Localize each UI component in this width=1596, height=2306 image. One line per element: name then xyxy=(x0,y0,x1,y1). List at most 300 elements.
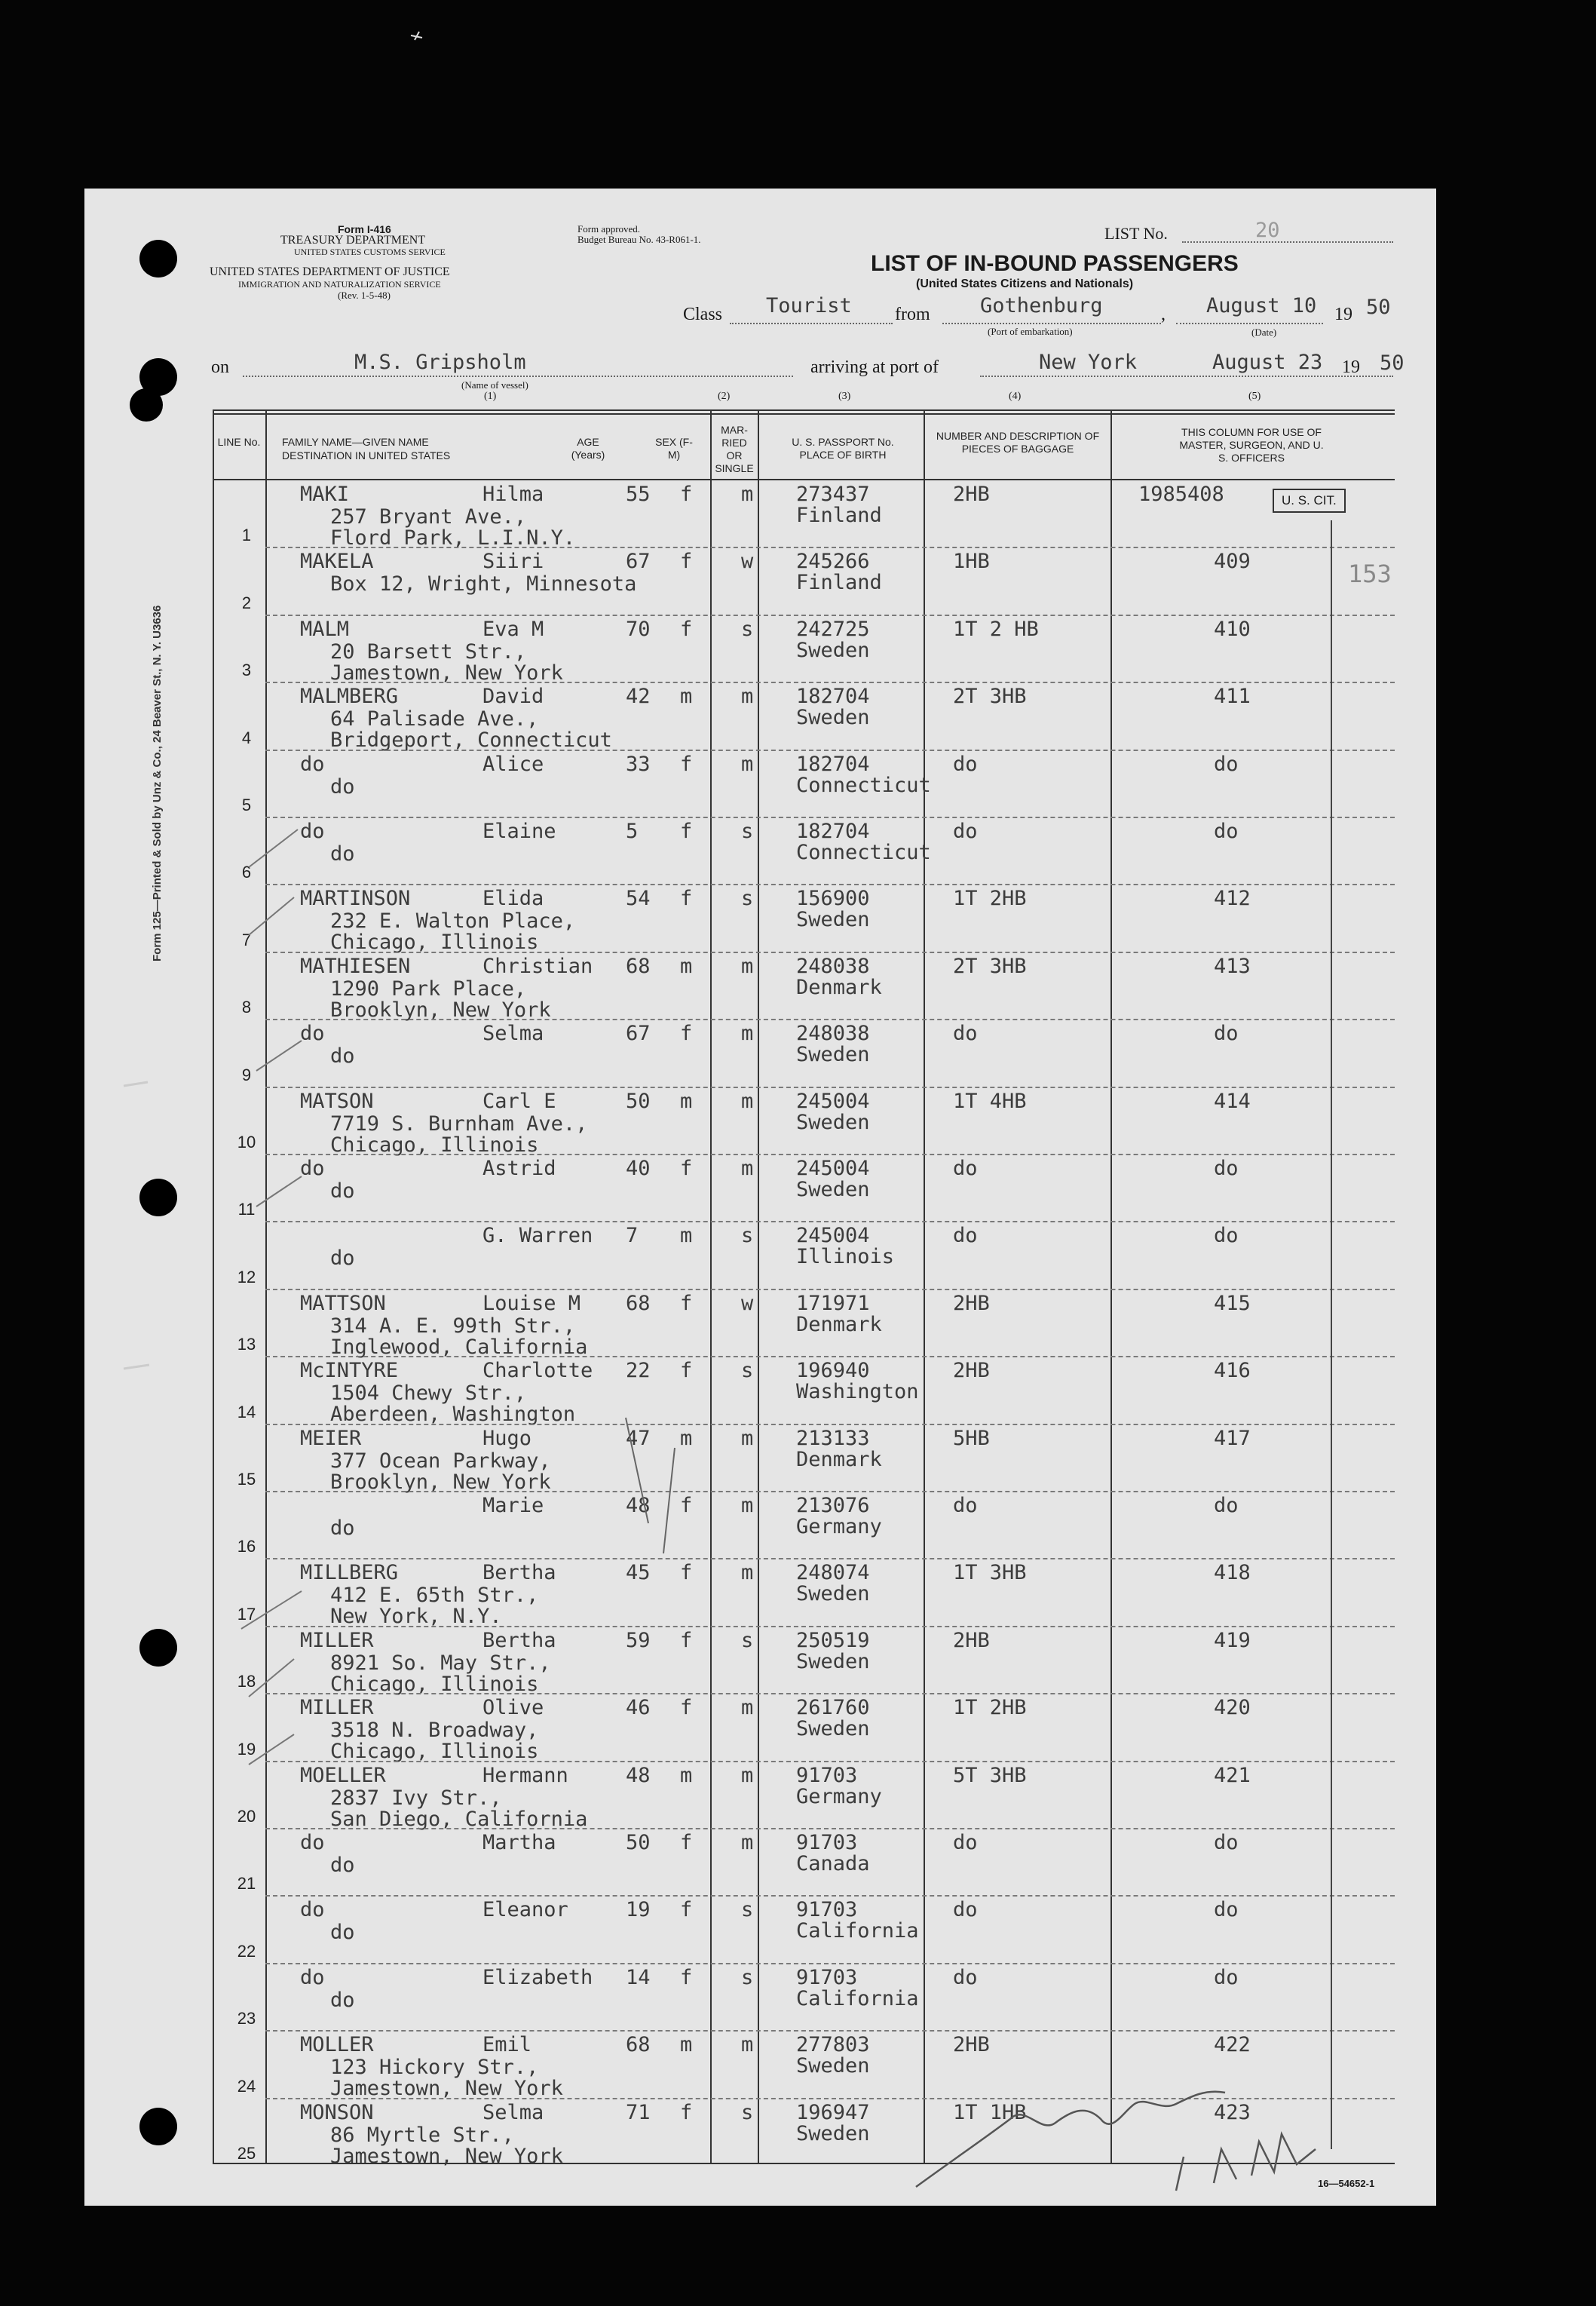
line-officer: do xyxy=(1214,752,1239,776)
line-birth: Denmark xyxy=(796,975,882,999)
line-officer: 421 xyxy=(1214,1763,1251,1787)
line-baggage: 1T 2HB xyxy=(953,887,1027,911)
line-given: Martha xyxy=(482,1831,556,1854)
line-sex: f xyxy=(680,1561,693,1585)
line-sex: f xyxy=(680,1157,693,1180)
margin-note: 153 xyxy=(1348,560,1392,588)
row-divider xyxy=(265,1221,1395,1222)
row-divider xyxy=(265,884,1395,885)
line-birth: Denmark xyxy=(796,1447,882,1471)
line-addr2: Jamestown, New York xyxy=(330,661,563,685)
row-divider xyxy=(265,750,1395,751)
row-divider xyxy=(265,547,1395,548)
row-divider xyxy=(265,1693,1395,1694)
revision: (Rev. 1-5-48) xyxy=(338,290,391,301)
line-family: MAKELA xyxy=(300,550,374,574)
line-addr2: New York, N.Y. xyxy=(330,1605,502,1629)
line-sex: m xyxy=(680,1763,693,1787)
line-number: 16 xyxy=(237,1537,256,1556)
line-sex: f xyxy=(680,2100,693,2124)
line-birth: Illinois xyxy=(796,1245,895,1269)
line-number: 8 xyxy=(241,998,252,1017)
row-divider xyxy=(265,952,1395,953)
line-family: McINTYRE xyxy=(300,1359,399,1383)
line-sex: f xyxy=(680,820,693,843)
line-family: MATHIESEN xyxy=(300,954,411,978)
line-family: MATSON xyxy=(300,1089,374,1113)
header-destination: DESTINATION IN UNITED STATES xyxy=(282,449,451,462)
line-age: 67 xyxy=(626,550,651,574)
line-ms: s xyxy=(741,617,754,641)
line-age: 68 xyxy=(626,1291,651,1315)
line-addr2: Aberdeen, Washington xyxy=(330,1403,576,1427)
line-given: Marie xyxy=(482,1494,544,1517)
header-line-no: LINE No. xyxy=(217,436,261,448)
line-baggage: do xyxy=(953,752,978,776)
line-number: 13 xyxy=(237,1335,256,1354)
line-number: 2 xyxy=(241,593,252,612)
line-passport: 91703 xyxy=(796,1763,858,1787)
line-birth: Sweden xyxy=(796,1110,870,1134)
citizenship-stamp: U. S. CIT. xyxy=(1273,489,1346,513)
line-passport: 196947 xyxy=(796,2100,870,2124)
line-sex: f xyxy=(680,752,693,776)
line-age: 47 xyxy=(626,1426,651,1450)
line-passport: 277803 xyxy=(796,2033,870,2057)
header-bottom-border xyxy=(213,479,1395,480)
line-officer: 413 xyxy=(1214,954,1251,978)
line-passport: 261760 xyxy=(796,1696,870,1720)
line-number: 10 xyxy=(237,1133,256,1151)
line-given: Louise M xyxy=(482,1291,581,1315)
arrival-line xyxy=(980,376,1393,377)
line-ms: s xyxy=(741,1965,754,1989)
line-baggage: 2HB xyxy=(953,1628,990,1652)
line-officer: 415 xyxy=(1214,1291,1251,1315)
line-passport: 91703 xyxy=(796,1965,858,1989)
line-family: MALMBERG xyxy=(300,685,399,709)
line-passport: 171971 xyxy=(796,1291,870,1315)
line-sex: f xyxy=(680,1291,693,1315)
line-addr1: 123 Hickory Str., xyxy=(330,2056,539,2080)
line-birth: California xyxy=(796,1986,919,2010)
line-addr2: Bridgeport, Connecticut xyxy=(330,728,612,753)
line-age: 50 xyxy=(626,1831,651,1854)
line-age: 7 xyxy=(626,1224,639,1248)
line-sex: f xyxy=(680,1898,693,1922)
line-birth: California xyxy=(796,1919,919,1943)
line-ms: m xyxy=(741,483,754,506)
line-addr2: Inglewood, California xyxy=(330,1335,588,1359)
line-sex: f xyxy=(680,887,693,911)
line-family: MOLLER xyxy=(300,2033,374,2057)
line-passport: 242725 xyxy=(796,617,870,641)
line-birth: Sweden xyxy=(796,2054,870,2078)
arriving-label: arriving at port of xyxy=(810,357,939,377)
line-birth: Connecticut xyxy=(796,841,931,864)
line-birth: Sweden xyxy=(796,1717,870,1741)
line-birth: Canada xyxy=(796,1852,870,1875)
line-officer: 414 xyxy=(1214,1089,1251,1113)
line-passport: 245266 xyxy=(796,550,870,574)
from-label: from xyxy=(895,305,930,324)
line-age: 42 xyxy=(626,685,651,709)
line-officer: do xyxy=(1214,1898,1239,1922)
line-baggage: do xyxy=(953,1157,978,1180)
line-ms: m xyxy=(741,1763,754,1787)
col-sep-name xyxy=(710,409,712,2164)
date-line xyxy=(1176,323,1323,324)
line-ms: s xyxy=(741,887,754,911)
line-addr1: 3518 N. Broadway, xyxy=(330,1719,539,1743)
line-family: do xyxy=(300,1831,325,1854)
row-divider xyxy=(265,1626,1395,1627)
line-number: 4 xyxy=(241,728,252,747)
line-baggage: 2HB xyxy=(953,2033,990,2057)
list-no-line xyxy=(1182,241,1393,243)
line-age: 54 xyxy=(626,887,651,911)
line-number: 6 xyxy=(241,863,252,882)
line-age: 48 xyxy=(626,1494,651,1517)
line-addr1: 2837 Ivy Str., xyxy=(330,1786,502,1810)
line-birth: Germany xyxy=(796,1515,882,1538)
line-family: do xyxy=(300,1965,325,1989)
table-top-border-inner xyxy=(213,413,1395,415)
line-ms: s xyxy=(741,1224,754,1248)
line-sex: f xyxy=(680,483,693,506)
line-family: MALM xyxy=(300,617,350,641)
line-ms: w xyxy=(741,1291,754,1315)
row-divider xyxy=(265,1828,1395,1829)
line-baggage: do xyxy=(953,1022,978,1046)
line-family: MARTINSON xyxy=(300,887,411,911)
line-age: 67 xyxy=(626,1022,651,1046)
line-passport: 182704 xyxy=(796,685,870,709)
line-passport: 156900 xyxy=(796,887,870,911)
comma: , xyxy=(1161,305,1166,324)
line-passport: 91703 xyxy=(796,1898,858,1922)
line-addr2: Jamestown, New York xyxy=(330,2077,563,2101)
binder-hole xyxy=(130,388,163,422)
line-number: 5 xyxy=(241,796,252,814)
line-age: 70 xyxy=(626,617,651,641)
table-left-border xyxy=(213,409,214,2164)
ins: IMMIGRATION AND NATURALIZATION SERVICE xyxy=(238,279,441,290)
col-sep-married xyxy=(758,409,759,2164)
line-officer: do xyxy=(1214,1022,1239,1046)
line-ms: s xyxy=(741,1628,754,1652)
line-addr1: do xyxy=(330,1044,355,1069)
line-sex: f xyxy=(680,1628,693,1652)
col-num-5: (5) xyxy=(1248,391,1261,402)
from-line xyxy=(942,323,1161,324)
line-given: Bertha xyxy=(482,1561,556,1585)
line-passport: 182704 xyxy=(796,752,870,776)
line-birth: Sweden xyxy=(796,1043,870,1067)
line-officer: 422 xyxy=(1214,2033,1251,2057)
line-addr1: do xyxy=(330,1854,355,1877)
line-age: 33 xyxy=(626,752,651,776)
footer-code: 16—54652-1 xyxy=(1318,2178,1375,2189)
line-addr1: 1290 Park Place, xyxy=(330,977,527,1001)
line-baggage: 1T 2 HB xyxy=(953,617,1039,641)
line-addr2: Brooklyn, New York xyxy=(330,998,551,1022)
line-birth: Sweden xyxy=(796,1582,870,1606)
line-passport: 91703 xyxy=(796,1831,858,1854)
line-passport: 213133 xyxy=(796,1426,870,1450)
line-number: 22 xyxy=(237,1941,256,1961)
line-addr1: 86 Myrtle Str., xyxy=(330,2123,514,2147)
line-passport: 182704 xyxy=(796,820,870,843)
line-baggage: do xyxy=(953,1224,978,1248)
line-baggage: 1T 4HB xyxy=(953,1089,1027,1113)
row-divider xyxy=(265,1356,1395,1357)
line-number: 17 xyxy=(237,1604,256,1624)
line-ms: m xyxy=(741,1561,754,1585)
line-family: MILLER xyxy=(300,1696,374,1720)
header-age: AGE (Years) xyxy=(571,436,605,461)
line-given: Charlotte xyxy=(482,1359,593,1383)
line-family: MONSON xyxy=(300,2100,374,2124)
col-num-1: (1) xyxy=(484,391,497,402)
line-officer: do xyxy=(1214,820,1239,843)
line-sex: m xyxy=(680,1089,693,1113)
line-ms: m xyxy=(741,685,754,709)
line-ms: m xyxy=(741,2033,754,2057)
line-officer: 412 xyxy=(1214,887,1251,911)
line-passport: 248074 xyxy=(796,1561,870,1585)
line-baggage: 2T 3HB xyxy=(953,685,1027,709)
date-caption: (Date) xyxy=(1251,327,1277,338)
line-passport: 245004 xyxy=(796,1224,870,1248)
row-divider xyxy=(265,1424,1395,1425)
line-baggage: do xyxy=(953,1965,978,1989)
line-number: 14 xyxy=(237,1402,256,1421)
line-sex: m xyxy=(680,685,693,709)
line-birth: Germany xyxy=(796,1784,882,1808)
line-addr2: Jamestown, New York xyxy=(330,2144,563,2168)
line-family: do xyxy=(300,752,325,776)
line-number: 24 xyxy=(237,2076,256,2096)
line-baggage: do xyxy=(953,1494,978,1517)
line-number: 20 xyxy=(237,1807,256,1826)
line-number: 21 xyxy=(237,1874,256,1894)
line-sex: f xyxy=(680,1965,693,1989)
form-approved: Form approved. xyxy=(577,223,641,235)
on-label: on xyxy=(211,357,229,377)
line-given: Alice xyxy=(482,752,544,776)
line-addr1: Box 12, Wright, Minnesota xyxy=(330,572,637,596)
line-officer: 420 xyxy=(1214,1696,1251,1720)
line-age: 59 xyxy=(626,1628,651,1652)
line-ms: w xyxy=(741,550,754,574)
line-ms: m xyxy=(741,752,754,776)
line-passport: 245004 xyxy=(796,1157,870,1180)
line-baggage: do xyxy=(953,1831,978,1854)
row-divider xyxy=(265,1895,1395,1897)
header-sex: SEX (F-M) xyxy=(655,436,693,461)
header-passport: U. S. PASSPORT No. PLACE OF BIRTH xyxy=(792,436,894,461)
col-sep-baggage xyxy=(1110,409,1112,2164)
line-baggage: 2T 3HB xyxy=(953,954,1027,978)
line-age: 14 xyxy=(626,1965,651,1989)
line-age: 22 xyxy=(626,1359,651,1383)
line-ms: s xyxy=(741,1898,754,1922)
col-sep-passport xyxy=(924,409,925,2164)
port-caption: (Port of embarkation) xyxy=(988,326,1073,337)
line-sex: f xyxy=(680,1696,693,1720)
line-family: do xyxy=(300,1022,325,1046)
line-number: 12 xyxy=(237,1267,256,1286)
line-sex: f xyxy=(680,1494,693,1517)
line-age: 68 xyxy=(626,2033,651,2057)
arrival-date: August 23 xyxy=(1212,351,1323,374)
row-divider xyxy=(265,2098,1395,2099)
line-officer: 423 xyxy=(1214,2100,1251,2124)
row-divider xyxy=(265,615,1395,616)
row-divider xyxy=(265,682,1395,683)
line-sex: m xyxy=(680,1426,693,1450)
line-passport: 273437 xyxy=(796,483,870,506)
row-divider xyxy=(265,1019,1395,1020)
binder-hole xyxy=(139,1629,177,1667)
row-divider xyxy=(265,1963,1395,1964)
line-number: 23 xyxy=(237,2009,256,2028)
arrival-year: 50 xyxy=(1380,351,1405,375)
line-sex: f xyxy=(680,1831,693,1854)
list-no-value: 20 xyxy=(1255,219,1280,242)
line-addr2: Chicago, Illinois xyxy=(330,1740,539,1764)
line-officer: 1985408 xyxy=(1138,483,1224,506)
line-addr1: do xyxy=(330,1988,355,2012)
line-officer: 409 xyxy=(1214,550,1251,574)
line-addr1: do xyxy=(330,1516,355,1540)
line-addr1: 257 Bryant Ave., xyxy=(330,505,527,529)
line-baggage: 2HB xyxy=(953,1359,990,1383)
form-number: Form I-416 xyxy=(338,223,391,235)
line-ms: m xyxy=(741,1022,754,1046)
line-birth: Sweden xyxy=(796,638,870,662)
line-birth: Sweden xyxy=(796,1178,870,1201)
budget-bureau: Budget Bureau No. 43-R061-1. xyxy=(577,234,701,245)
line-addr1: 7719 S. Burnham Ave., xyxy=(330,1112,588,1136)
line-ms: s xyxy=(741,820,754,843)
line-passport: 248038 xyxy=(796,954,870,978)
line-addr1: do xyxy=(330,774,355,799)
line-given: Bertha xyxy=(482,1628,556,1652)
line-officer: do xyxy=(1214,1224,1239,1248)
line-birth: Sweden xyxy=(796,908,870,932)
header-name: FAMILY NAME—GIVEN NAME xyxy=(282,436,429,448)
line-baggage: 1T 3HB xyxy=(953,1561,1027,1585)
line-given: David xyxy=(482,685,544,709)
line-family: MAKI xyxy=(300,483,350,506)
class-label: Class xyxy=(683,305,723,324)
line-birth: Denmark xyxy=(796,1312,882,1336)
line-officer: 417 xyxy=(1214,1426,1251,1450)
line-age: 46 xyxy=(626,1696,651,1720)
row-divider xyxy=(265,1289,1395,1290)
row-divider xyxy=(265,1491,1395,1492)
from-value: Gothenburg xyxy=(980,294,1103,317)
line-given: Elizabeth xyxy=(482,1965,593,1989)
line-passport: 196940 xyxy=(796,1359,870,1383)
justice-dept: UNITED STATES DEPARTMENT OF JUSTICE xyxy=(210,265,450,278)
line-family: MATTSON xyxy=(300,1291,386,1315)
line-age: 55 xyxy=(626,483,651,506)
line-number: 25 xyxy=(237,2144,256,2163)
line-officer: 411 xyxy=(1214,685,1251,709)
col-num-2: (2) xyxy=(718,391,731,402)
row-divider xyxy=(265,1761,1395,1762)
line-ms: m xyxy=(741,1426,754,1450)
line-number: 3 xyxy=(241,661,252,680)
printer-imprint: Form 125—Printed & Sold by Unz & Co., 24 Beaver St., N. Y. U3636 xyxy=(151,605,164,961)
line-ms: s xyxy=(741,1359,754,1383)
row-divider xyxy=(265,1087,1395,1088)
line-addr2: Chicago, Illinois xyxy=(330,1672,539,1696)
line-given: Christian xyxy=(482,954,593,978)
line-given: Elaine xyxy=(482,820,556,843)
line-ms: m xyxy=(741,1157,754,1180)
line-addr1: do xyxy=(330,1247,355,1271)
line-family: MILLBERG xyxy=(300,1561,399,1585)
customs-service: UNITED STATES CUSTOMS SERVICE xyxy=(294,247,446,257)
line-addr2: Flord Park, L.I.N.Y. xyxy=(330,526,576,550)
line-age: 19 xyxy=(626,1898,651,1922)
line-ms: m xyxy=(741,954,754,978)
line-sex: m xyxy=(680,1224,693,1248)
row-divider xyxy=(265,2030,1395,2032)
line-officer: 416 xyxy=(1214,1359,1251,1383)
header-officers: THIS COLUMN FOR USE OF MASTER, SURGEON, AND U. S. OFFICERS xyxy=(1179,426,1324,464)
line-number: 7 xyxy=(241,930,252,949)
line-age: 48 xyxy=(626,1763,651,1787)
line-officer: do xyxy=(1214,1494,1239,1517)
line-addr1: do xyxy=(330,1921,355,1945)
line-sex: f xyxy=(680,1022,693,1046)
line-addr2: Brooklyn, New York xyxy=(330,1470,551,1494)
line-given: Siiri xyxy=(482,550,544,574)
line-passport: 245004 xyxy=(796,1089,870,1113)
line-age: 5 xyxy=(626,820,639,843)
line-given: Hilma xyxy=(482,483,544,506)
arrival-port: New York xyxy=(1039,351,1138,374)
line-birth: Sweden xyxy=(796,2121,870,2145)
line-family: do xyxy=(300,1157,325,1180)
line-addr1: 314 A. E. 99th Str., xyxy=(330,1314,576,1338)
line-birth: Sweden xyxy=(796,706,870,730)
treasury-dept: TREASURY DEPARTMENT xyxy=(280,234,426,247)
line-officer: do xyxy=(1214,1965,1239,1989)
line-baggage: 5T 3HB xyxy=(953,1763,1027,1787)
vessel-caption: (Name of vessel) xyxy=(461,379,528,391)
line-baggage: 1T 2HB xyxy=(953,1696,1027,1720)
list-no-label: LIST No. xyxy=(1104,224,1168,243)
line-birth: Sweden xyxy=(796,1649,870,1673)
line-given: Carl E xyxy=(482,1089,556,1113)
line-given: G. Warren xyxy=(482,1224,593,1248)
line-baggage: 1T 1HB xyxy=(953,2100,1027,2124)
line-addr1: 232 E. Walton Place, xyxy=(330,909,576,934)
vessel-line xyxy=(243,376,793,377)
line-family: do xyxy=(300,820,325,843)
line-baggage: 2HB xyxy=(953,483,990,506)
line-ms: m xyxy=(741,1494,754,1517)
class-value: Tourist xyxy=(766,294,852,317)
line-given: Emil xyxy=(482,2033,532,2057)
line-addr2: Chicago, Illinois xyxy=(330,931,539,955)
